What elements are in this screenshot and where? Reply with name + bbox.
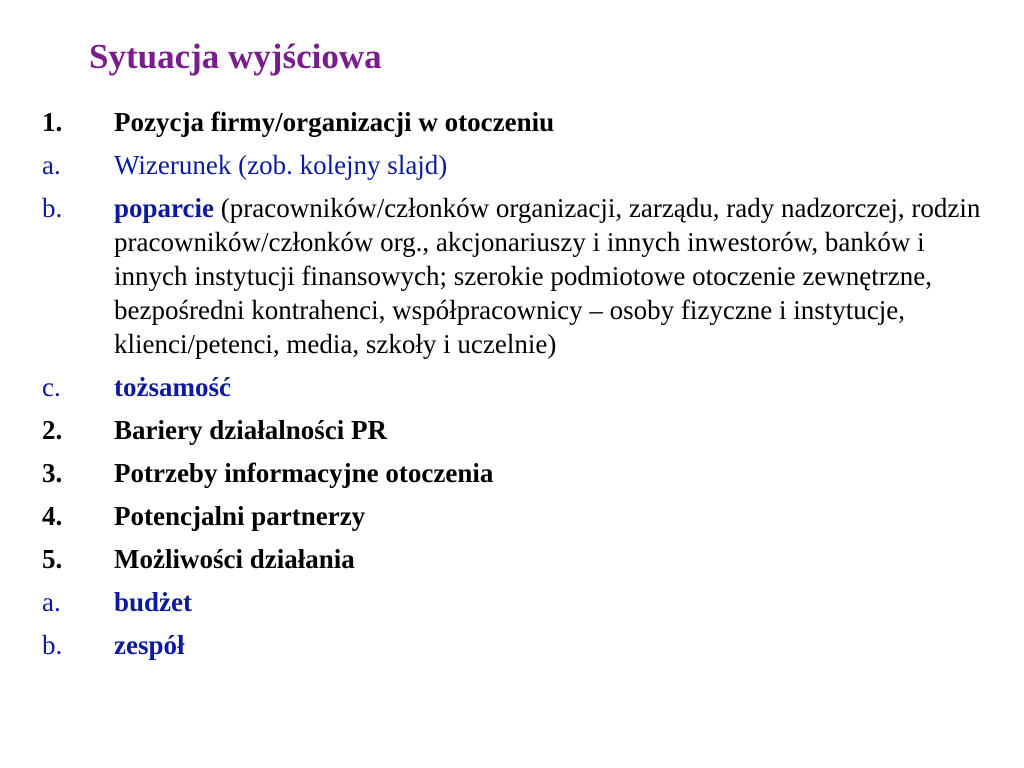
list-item bbox=[42, 456, 982, 490]
outline-list bbox=[42, 105, 982, 671]
list-item bbox=[42, 148, 982, 182]
list-item bbox=[42, 542, 982, 576]
list-marker: 4. bbox=[42, 501, 63, 531]
list-item-text: Bariery działalności PR bbox=[114, 415, 387, 445]
support-details: (pracowników/członków organizacji, zarządu, rady nadzorczej, rodzin pracowników/członków org., akcjonariuszy i innych inwestorów, banków i innych instytucji finansowych; szerokie podmiotowe otoczenie zewnętrzne, bezpośredni kontrahenci, współpracownicy – osoby fizyczne i instytucje, klienci/petenci, media, szkoły i uczelnie) bbox=[114, 193, 981, 359]
list-item bbox=[42, 191, 982, 361]
list-item-text: Możliwości działania bbox=[114, 544, 355, 574]
list-marker: a. bbox=[42, 150, 61, 180]
list-item bbox=[42, 370, 982, 404]
list-marker: 2. bbox=[42, 415, 63, 445]
list-marker: 3. bbox=[42, 458, 63, 488]
list-item-text: tożsamość bbox=[114, 372, 231, 402]
list-marker: 1. bbox=[42, 107, 63, 137]
list-marker: b. bbox=[42, 630, 63, 660]
slide-title: Sytuacja wyjściowa bbox=[89, 37, 382, 76]
list-item bbox=[42, 499, 982, 533]
list-item-text: Potrzeby informacyjne otoczenia bbox=[114, 458, 494, 488]
list-item-text: Pozycja firmy/organizacji w otoczeniu bbox=[114, 107, 555, 137]
list-marker: 5. bbox=[42, 544, 63, 574]
list-item bbox=[42, 628, 982, 662]
list-item-text: budżet bbox=[114, 587, 193, 617]
list-marker: c. bbox=[42, 372, 61, 402]
list-item bbox=[42, 585, 982, 619]
list-marker: b. bbox=[42, 193, 63, 223]
list-item-content bbox=[114, 191, 982, 361]
list-item bbox=[42, 413, 982, 447]
list-item-text: Potencjalni partnerzy bbox=[114, 501, 366, 531]
support-heading: poparcie bbox=[114, 193, 214, 223]
list-item-text: Wizerunek (zob. kolejny slajd) bbox=[114, 150, 448, 180]
list-item bbox=[42, 105, 982, 139]
list-item-text: zespół bbox=[114, 630, 185, 660]
list-marker: a. bbox=[42, 587, 61, 617]
